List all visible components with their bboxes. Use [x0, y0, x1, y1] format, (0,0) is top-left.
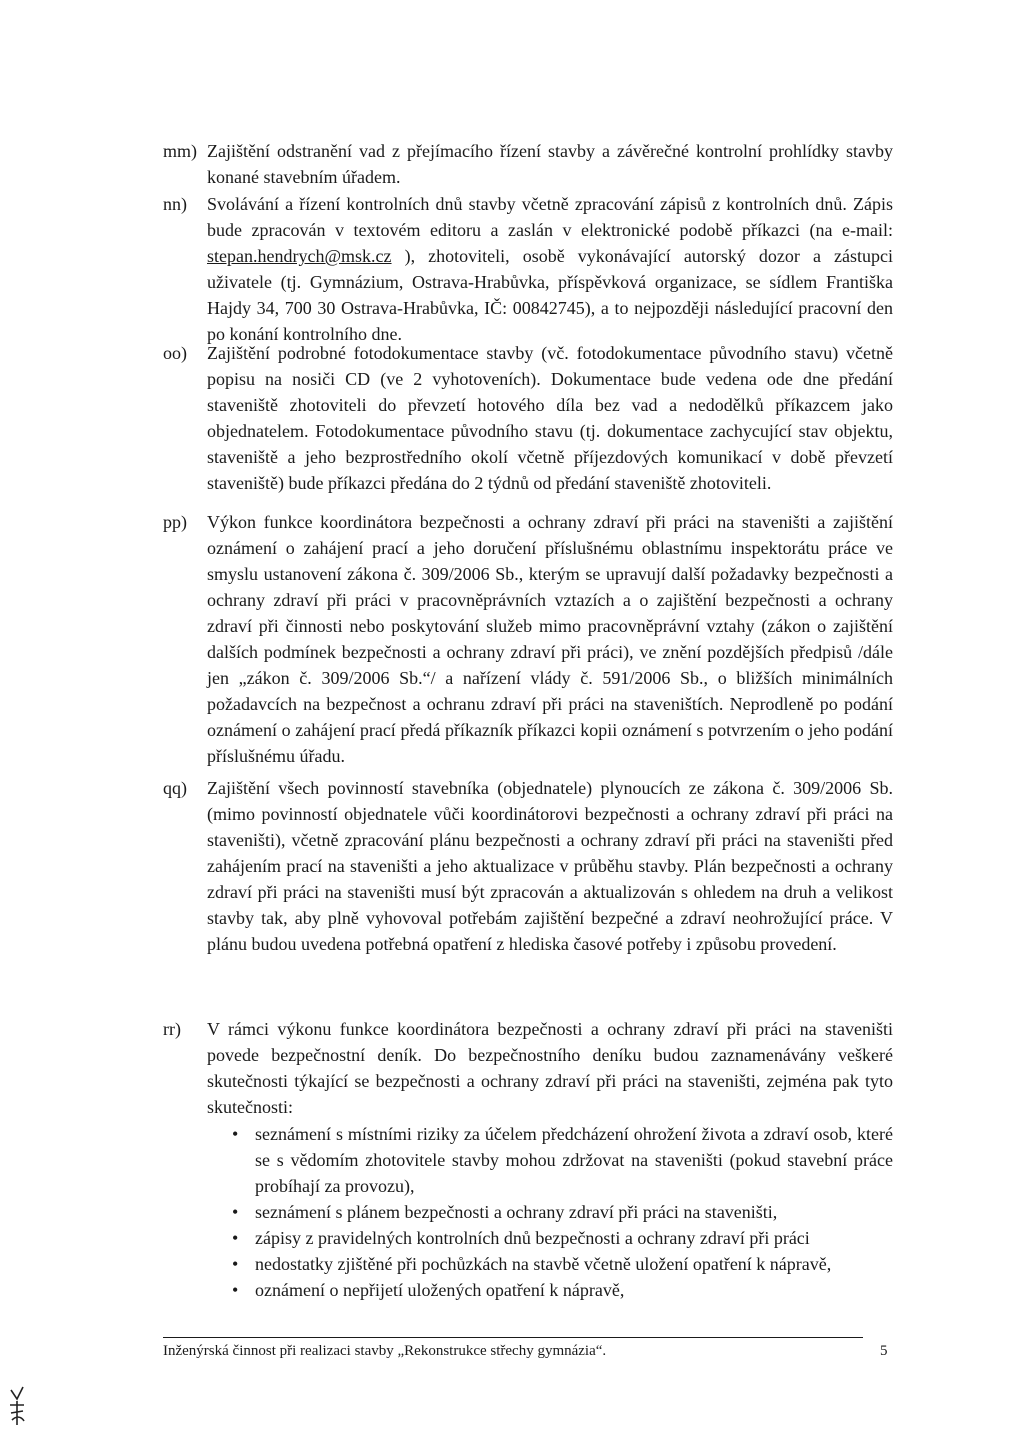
item-text-after: ), zhotoviteli, osobě vykonávající autorský dozor a zástupci uživatele (tj. Gymnázium, Ostrava-Hrabůvka, příspěvková organizace, se sídlem Františka Hajdy 34, 700 30 Ostrava-Hrabůvka, IČ: 00842745), a to nejpozději následující pracovní den po konání kontrolního dne.	[207, 246, 893, 344]
item-label: nn)	[163, 194, 187, 214]
bullet-list	[230, 1121, 893, 1303]
item-label: mm)	[163, 141, 197, 161]
list-item: • oznámení o nepřijetí uložených opatření k nápravě,	[230, 1277, 893, 1303]
email-link[interactable]: stepan.hendrych@msk.cz	[207, 246, 392, 266]
list-item: • zápisy z pravidelných kontrolních dnů bezpečnosti a ochrany zdraví při práci	[230, 1225, 893, 1251]
item-text: V rámci výkonu funkce koordinátora bezpečnosti a ochrany zdraví při práci na staveništi povede bezpečnostní deník. Do bezpečnostního deníku budou zaznamenávány veškeré skutečnosti týkající se bezpečnosti a ochrany zdraví při práci na staveništi, zejména pak tyto skutečnosti:	[207, 1019, 893, 1117]
handwritten-initials-icon	[6, 1385, 30, 1431]
list-item: • seznámení s místními riziky za účelem předcházení ohrožení života a zdraví osob, které se s vědomím zhotovitele stavby mohou zdržovat na staveništi (pokud stavební práce probíhají za provozu),	[230, 1121, 893, 1199]
footer-title: Inženýrská činnost při realizaci stavby „Rekonstrukce střechy gymnázia“.	[163, 1343, 607, 1359]
list-item: • seznámení s plánem bezpečnosti a ochrany zdraví při práci na staveništi,	[230, 1199, 893, 1225]
item-rr	[163, 1016, 893, 1120]
item-oo	[163, 340, 893, 496]
item-label: oo)	[163, 343, 187, 363]
item-label: pp)	[163, 512, 187, 532]
item-text	[207, 191, 893, 347]
item-label: rr)	[163, 1019, 181, 1039]
item-mm	[163, 138, 893, 190]
item-text: Zajištění podrobné fotodokumentace stavby (vč. fotodokumentace původního stavu) včetně popisu na nosiči CD (ve 2 vyhotoveních). Dokumentace bude vedena ode dne předání staveniště zhotoviteli do převzetí hotového díla bez vad a nedodělků příkazcem jako objednatelem. Fotodokumentace původního stavu (tj. dokumentace zachycující stav objektu, staveniště a jeho bezprostředního okolí včetně příjezdových komunikací v době převzetí staveniště) bude příkazci předána do 2 týdnů od předání staveniště zhotoviteli.	[207, 343, 893, 493]
item-text: Zajištění všech povinností stavebníka (objednatele) plynoucích ze zákona č. 309/2006 Sb. (mimo povinností objednatele vůči koordinátorovi bezpečnosti a ochrany zdraví při práci na staveništi), včetně zpracování plánu bezpečnosti a ochrany zdraví při práci na staveništi před zahájením prací na staveništi a jeho aktualizace v průběhu stavby. Plán bezpečnosti a ochrany zdraví při práci na staveništi musí být zpracován a aktualizován s ohledem na druh a velikost stavby tak, aby plně vyhovoval potřebám zajištění bezpečné a zdraví neohrožující práce. V plánu budou uvedena potřebná opatření z hlediska časové potřeby i způsobu provedení.	[207, 778, 893, 954]
page-number: 5	[880, 1343, 888, 1359]
item-pp	[163, 509, 893, 769]
item-text: Výkon funkce koordinátora bezpečnosti a ochrany zdraví při práci na staveništi a zajištění oznámení o zahájení prací a jeho doručení příslušnému oblastnímu inspektorátu práce ve smyslu ustanovení zákona č. 309/2006 Sb., kterým se upravují další požadavky bezpečnosti a ochrany zdraví při práci v pracovněprávních vztazích a o zajištění bezpečnosti a ochrany zdraví při činnosti nebo poskytování služeb mimo pracovněprávní vztahy (zákon o zajištění dalších podmínek bezpečnosti a ochrany zdraví při práci), ve znění pozdějších předpisů /dále jen „zákon č. 309/2006 Sb.“/ a nařízení vlády č. 591/2006 Sb., o bližších minimálních požadavcích na bezpečnost a ochranu zdraví při práci na staveništích. Neprodleně po podání oznámení o zahájení prací předá příkazník příkazci kopii oznámení s potvrzením o jeho podání příslušnému úřadu.	[207, 512, 893, 766]
list-item: • nedostatky zjištěné při pochůzkách na stavbě včetně uložení opatření k nápravě,	[230, 1251, 893, 1277]
item-text-before: Svolávání a řízení kontrolních dnů stavby včetně zpracování zápisů z kontrolních dnů. Zápis bude zpracován v textovém editoru a zaslán v elektronické podobě příkazci (na e-mail:	[207, 194, 893, 240]
item-text: Zajištění odstranění vad z přejímacího řízení stavby a závěrečné kontrolní prohlídky stavby konané stavebním úřadem.	[207, 141, 893, 187]
item-qq	[163, 775, 893, 957]
footer-divider	[163, 1337, 863, 1338]
item-nn	[163, 191, 893, 347]
item-label: qq)	[163, 778, 187, 798]
